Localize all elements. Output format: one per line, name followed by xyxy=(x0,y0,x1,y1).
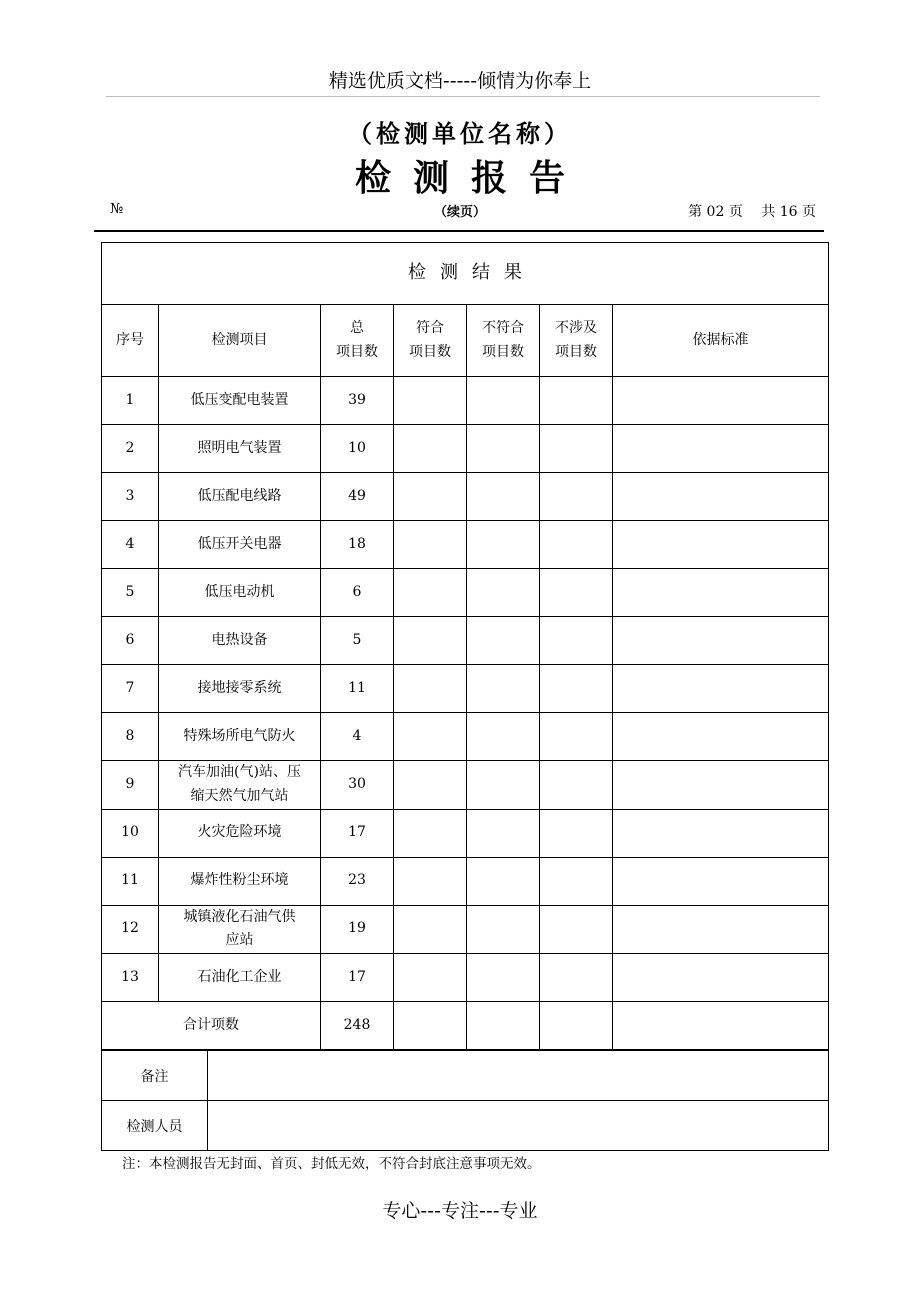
row-na-cell xyxy=(540,521,613,569)
row-standard-cell xyxy=(613,617,829,665)
row-standard-cell xyxy=(613,521,829,569)
remarks-field[interactable] xyxy=(208,1051,829,1101)
header-banner: 精选优质文档-----倾情为你奉上 xyxy=(328,70,592,92)
row-fail-cell xyxy=(467,761,540,810)
row-standard-cell xyxy=(613,761,829,810)
row-seq: 12 xyxy=(102,905,159,954)
row-item xyxy=(159,665,321,713)
remarks-label: 备注 xyxy=(102,1051,208,1101)
row-total: 19 xyxy=(321,905,394,954)
row-item xyxy=(159,569,321,617)
row-na-cell xyxy=(540,905,613,954)
row-fail-cell xyxy=(467,473,540,521)
row-total: 17 xyxy=(321,809,394,857)
row-pass-cell xyxy=(394,857,467,905)
row-standard-cell xyxy=(613,665,829,713)
row-item xyxy=(159,473,321,521)
table-row xyxy=(102,857,829,905)
row-pass-cell xyxy=(394,761,467,810)
report-title: 检测报告 xyxy=(354,157,587,199)
row-item xyxy=(159,377,321,425)
row-pass-cell xyxy=(394,473,467,521)
row-fail-cell xyxy=(467,665,540,713)
row-item xyxy=(159,905,321,954)
row-pass-cell xyxy=(394,569,467,617)
row-pass-cell xyxy=(394,425,467,473)
row-item-line: 石油化工企业 xyxy=(197,968,282,985)
row-na-cell xyxy=(540,569,613,617)
row-seq: 6 xyxy=(102,617,159,665)
row-pass-cell xyxy=(394,617,467,665)
col-item-header: 检测项目 xyxy=(159,305,321,377)
footer-banner: 专心---专注---专业 xyxy=(382,1200,538,1222)
col-pass-header xyxy=(394,305,467,377)
title-divider xyxy=(94,230,824,232)
row-fail-cell xyxy=(467,569,540,617)
page-info: 第 02 页 共 16 页 xyxy=(688,204,816,220)
table-row xyxy=(102,425,829,473)
row-total: 6 xyxy=(321,569,394,617)
row-pass-cell xyxy=(394,905,467,954)
table-row xyxy=(102,473,829,521)
org-name: （检测单位名称） xyxy=(348,119,572,148)
table-header-row xyxy=(102,305,829,377)
row-fail-cell xyxy=(467,954,540,1002)
row-total: 18 xyxy=(321,521,394,569)
row-total: 5 xyxy=(321,617,394,665)
row-seq: 11 xyxy=(102,857,159,905)
row-standard-cell xyxy=(613,425,829,473)
col-pass-header-line2: 项目数 xyxy=(409,343,451,360)
col-na-header-line1: 不涉及 xyxy=(555,319,597,336)
row-total: 10 xyxy=(321,425,394,473)
row-standard-cell xyxy=(613,377,829,425)
inspector-label: 检测人员 xyxy=(102,1101,208,1151)
row-standard-cell xyxy=(613,473,829,521)
row-fail-cell xyxy=(467,377,540,425)
table-row xyxy=(102,617,829,665)
row-item-line: 应站 xyxy=(225,932,254,949)
row-seq: 9 xyxy=(102,761,159,810)
row-item-line: 电热设备 xyxy=(211,631,268,648)
row-item xyxy=(159,521,321,569)
row-seq: 3 xyxy=(102,473,159,521)
row-total: 4 xyxy=(321,713,394,761)
row-seq: 1 xyxy=(102,377,159,425)
row-fail-cell xyxy=(467,905,540,954)
total-na-cell xyxy=(540,1002,613,1050)
row-fail-cell xyxy=(467,617,540,665)
row-item-line: 接地接零系统 xyxy=(197,679,282,696)
col-fail-header-line2: 项目数 xyxy=(482,343,524,360)
col-total-header-line2: 项目数 xyxy=(336,343,378,360)
row-standard-cell xyxy=(613,905,829,954)
row-na-cell xyxy=(540,857,613,905)
row-item-line: 爆炸性粉尘环境 xyxy=(190,872,289,889)
row-total: 23 xyxy=(321,857,394,905)
table-row xyxy=(102,761,829,810)
total-fail-cell xyxy=(467,1002,540,1050)
row-fail-cell xyxy=(467,425,540,473)
header-divider xyxy=(106,96,820,97)
row-fail-cell xyxy=(467,521,540,569)
section-title: 检测结果 xyxy=(102,243,829,305)
row-total: 11 xyxy=(321,665,394,713)
row-item xyxy=(159,713,321,761)
row-item xyxy=(159,617,321,665)
row-standard-cell xyxy=(613,857,829,905)
row-item xyxy=(159,425,321,473)
row-seq: 10 xyxy=(102,809,159,857)
row-standard-cell xyxy=(613,569,829,617)
row-pass-cell xyxy=(394,809,467,857)
col-standard-header: 依据标准 xyxy=(613,305,829,377)
row-item xyxy=(159,761,321,810)
continued-page-label: （续页） xyxy=(433,205,486,220)
total-standard-cell xyxy=(613,1002,829,1050)
row-item-line: 照明电气装置 xyxy=(197,439,282,456)
row-item-line: 低压变配电装置 xyxy=(190,391,289,408)
row-pass-cell xyxy=(394,521,467,569)
table-row xyxy=(102,377,829,425)
row-seq: 7 xyxy=(102,665,159,713)
row-fail-cell xyxy=(467,857,540,905)
signoff-table xyxy=(101,1050,829,1151)
row-item-line: 汽车加油(气)站、压 xyxy=(178,764,301,780)
row-standard-cell xyxy=(613,713,829,761)
row-item-line: 特殊场所电气防火 xyxy=(183,727,296,744)
table-row xyxy=(102,521,829,569)
row-fail-cell xyxy=(467,713,540,761)
row-item-line: 缩天然气加气站 xyxy=(190,787,289,804)
inspector-field[interactable] xyxy=(208,1101,829,1151)
row-total: 17 xyxy=(321,954,394,1002)
row-na-cell xyxy=(540,425,613,473)
row-item xyxy=(159,809,321,857)
row-standard-cell xyxy=(613,954,829,1002)
total-label: 合计项数 xyxy=(102,1002,321,1050)
row-total: 30 xyxy=(321,761,394,810)
row-item-line: 低压开关电器 xyxy=(197,535,282,552)
row-na-cell xyxy=(540,809,613,857)
table-row xyxy=(102,569,829,617)
row-pass-cell xyxy=(394,713,467,761)
col-na-header-line2: 项目数 xyxy=(555,343,597,360)
table-row xyxy=(102,905,829,954)
row-na-cell xyxy=(540,473,613,521)
row-item xyxy=(159,857,321,905)
row-seq: 13 xyxy=(102,954,159,1002)
row-na-cell xyxy=(540,713,613,761)
row-seq: 2 xyxy=(102,425,159,473)
row-item-line: 低压配电线路 xyxy=(197,487,282,504)
row-seq: 4 xyxy=(102,521,159,569)
row-item-line: 城镇液化石油气供 xyxy=(183,908,296,925)
row-pass-cell xyxy=(394,665,467,713)
total-pass-cell xyxy=(394,1002,467,1050)
row-na-cell xyxy=(540,377,613,425)
row-pass-cell xyxy=(394,377,467,425)
row-na-cell xyxy=(540,617,613,665)
row-seq: 5 xyxy=(102,569,159,617)
table-row xyxy=(102,665,829,713)
col-seq-header: 序号 xyxy=(102,305,159,377)
row-item-line: 低压电动机 xyxy=(204,583,275,600)
col-na-header xyxy=(540,305,613,377)
total-row xyxy=(102,1002,829,1050)
table-row xyxy=(102,713,829,761)
row-standard-cell xyxy=(613,809,829,857)
row-fail-cell xyxy=(467,809,540,857)
footnote: 注：本检测报告无封面、首页、封低无效，不符合封底注意事项无效。 xyxy=(122,1156,541,1172)
row-total: 49 xyxy=(321,473,394,521)
results-table xyxy=(101,242,829,1050)
total-count: 248 xyxy=(321,1002,394,1050)
row-pass-cell xyxy=(394,954,467,1002)
report-number-label: № xyxy=(110,201,124,217)
row-na-cell xyxy=(540,761,613,810)
row-item xyxy=(159,954,321,1002)
row-na-cell xyxy=(540,954,613,1002)
col-total-header xyxy=(321,305,394,377)
table-row xyxy=(102,954,829,1002)
row-seq: 8 xyxy=(102,713,159,761)
table-row xyxy=(102,809,829,857)
col-fail-header xyxy=(467,305,540,377)
col-fail-header-line1: 不符合 xyxy=(482,319,524,336)
col-total-header-line1: 总 xyxy=(350,319,364,336)
col-pass-header-line1: 符合 xyxy=(416,319,444,336)
row-total: 39 xyxy=(321,377,394,425)
row-na-cell xyxy=(540,665,613,713)
row-item-line: 火灾危险环境 xyxy=(197,824,282,841)
